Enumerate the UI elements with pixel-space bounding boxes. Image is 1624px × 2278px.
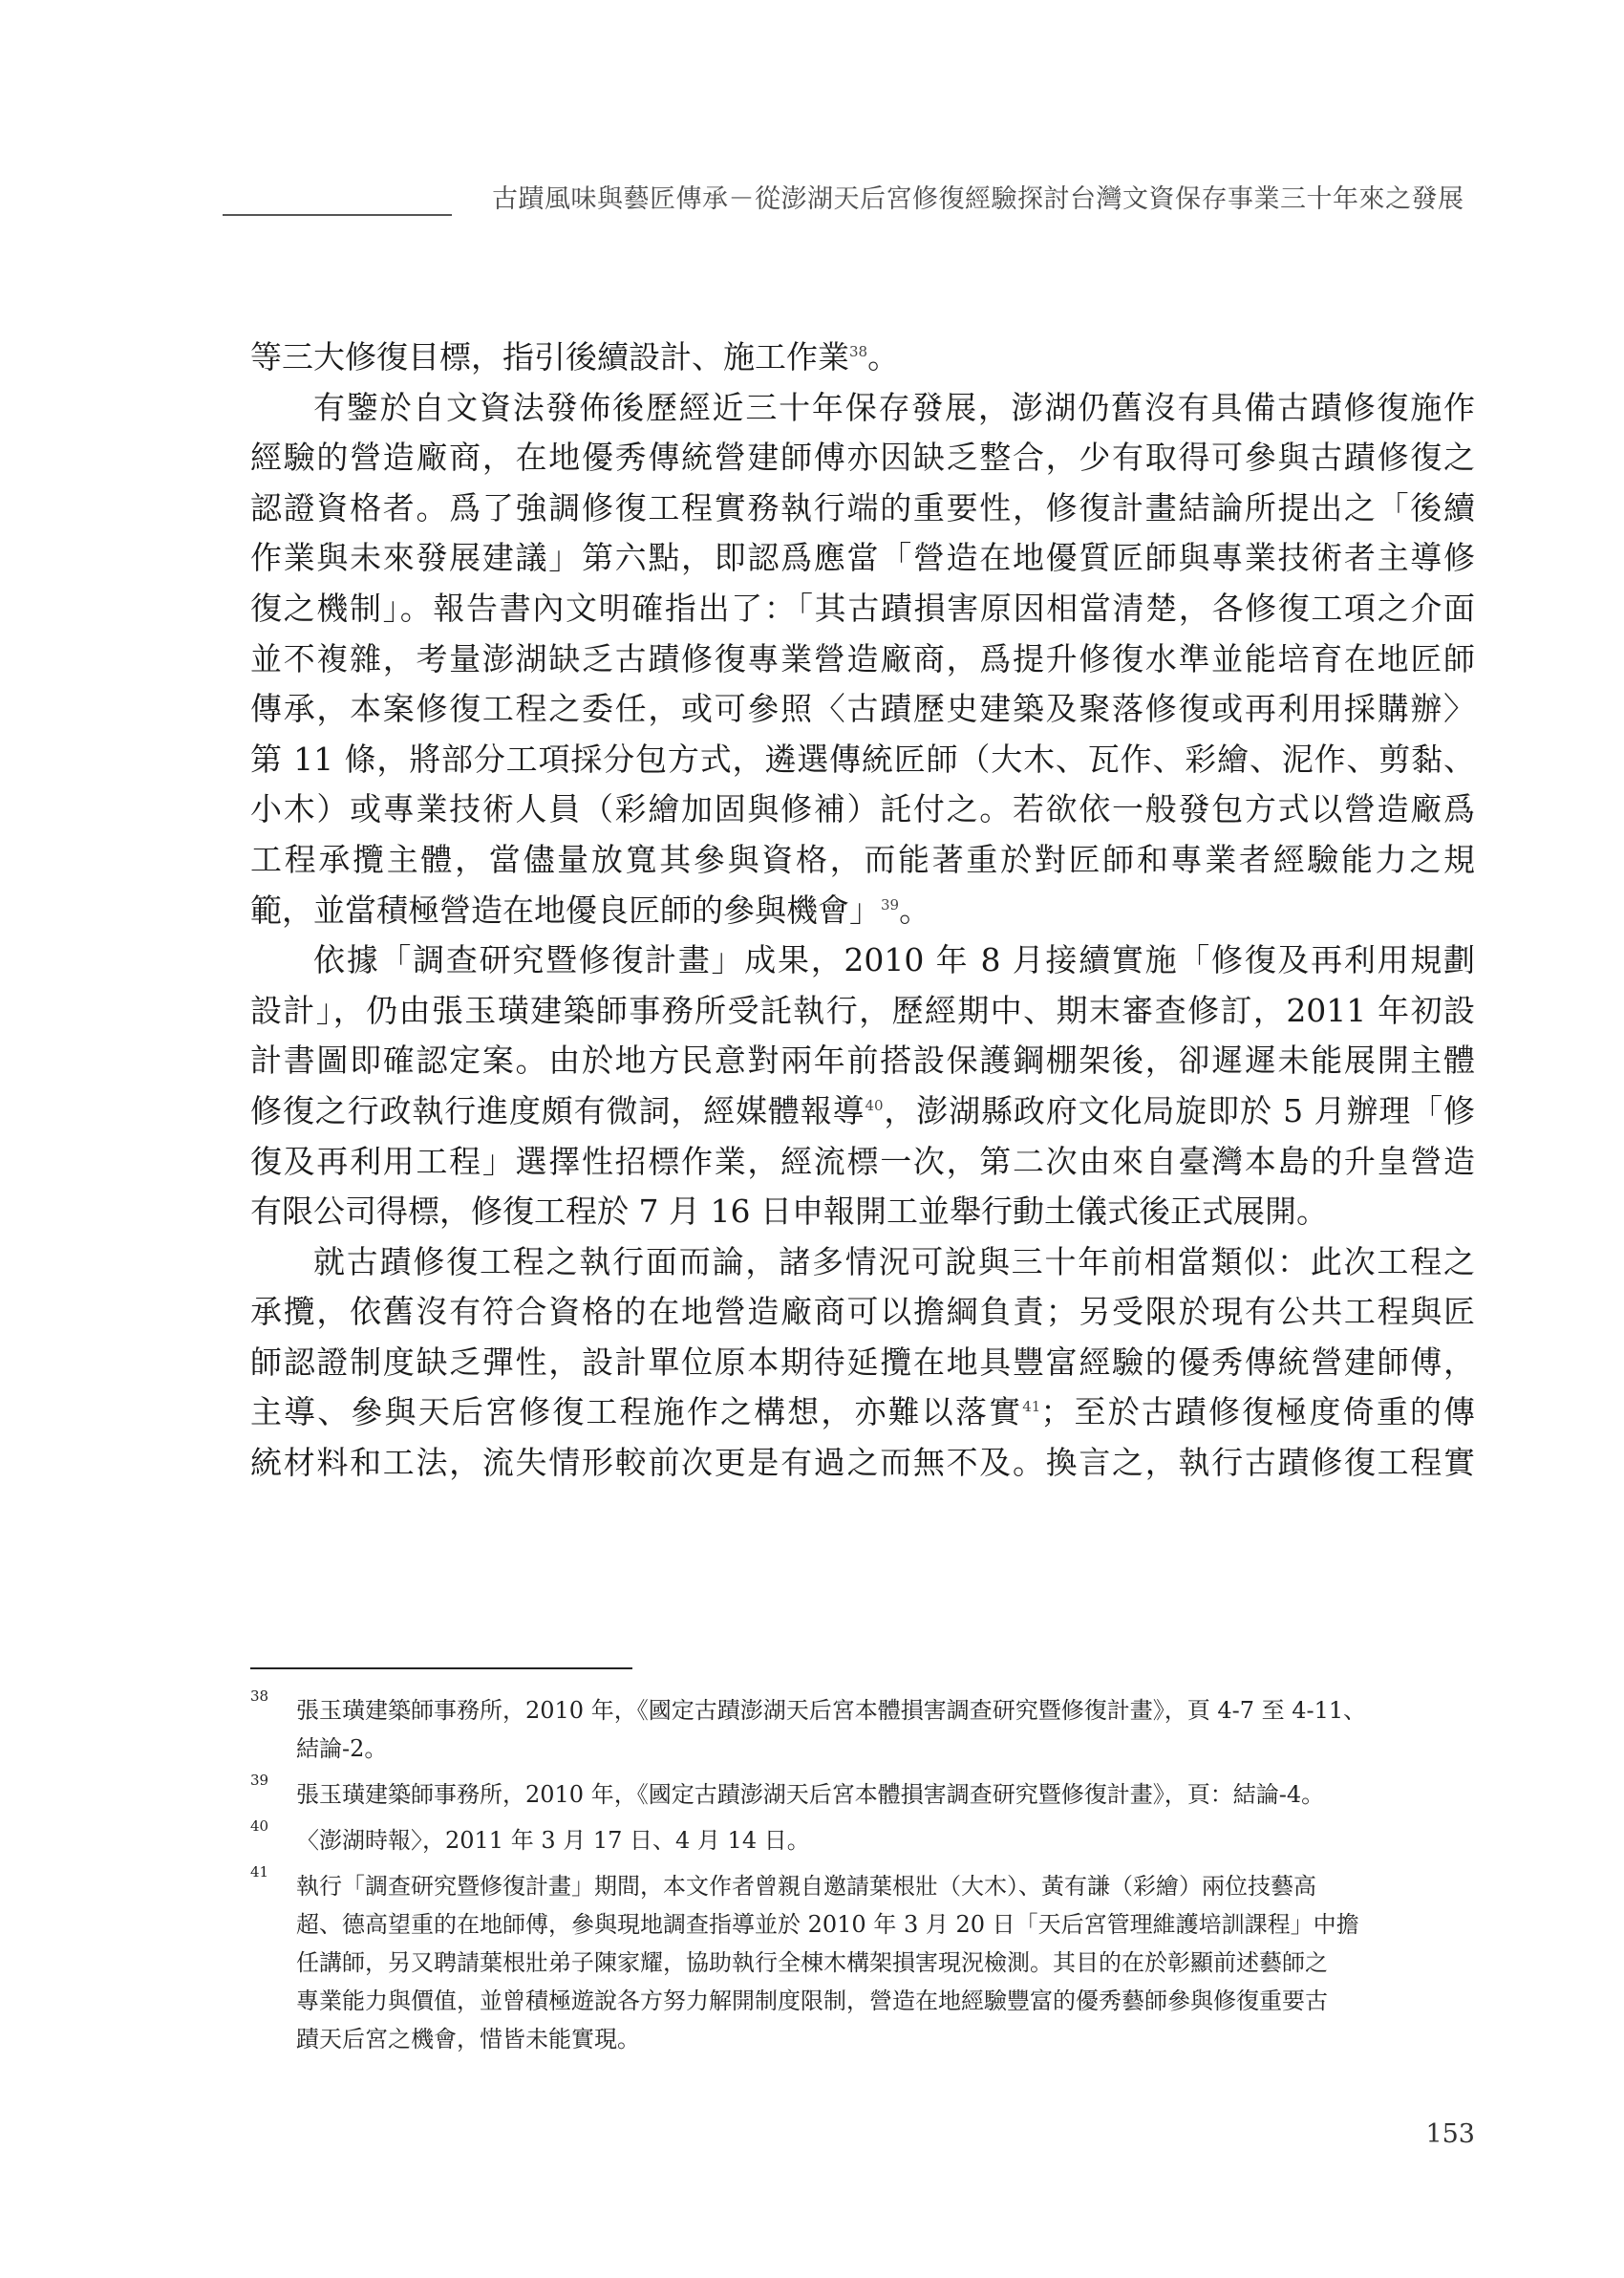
footnote-ref[interactable]: 41	[1022, 1398, 1041, 1416]
footnote-39	[250, 1772, 1475, 1814]
footnote-38	[250, 1687, 1475, 1768]
body-line: 主導、參與天后宮修復工程施作之構想，亦難以落實$^{41}$；至於古蹟修復極度倚重的傳	[250, 1393, 1476, 1431]
body-line: 依據「調查研究暨修復計畫」成果，2010 年 8 月接續實施「修復及再利用規劃	[313, 941, 1475, 979]
body-line: 設計」，仍由張玉璜建築師事務所受託執行，歷經期中、期末審查修訂，2011 年初設	[250, 991, 1475, 1029]
body-line: 承攬，依舊沒有符合資格的在地營造廠商可以擔綱負責；另受限於現有公共工程與匠	[250, 1293, 1475, 1331]
body-line: 經驗的營造廠商，在地優秀傳統營建師傅亦因缺乏整合，少有取得可參與古蹟修復之	[250, 439, 1475, 477]
footnote-41	[250, 1863, 1475, 2058]
footnote-rule	[250, 1667, 632, 1669]
body-line: 範，並當積極營造在地優良匠師的參與機會」$^{39}$。	[250, 891, 931, 929]
body-line: 修復之行政執行進度頗有微詞，經媒體報導$^{40}$，澎湖縣政府文化局旋即於 5 月辦理「修	[250, 1091, 1475, 1129]
body-line: 計書圖即確認定案。由於地方民意對兩年前搭設保護鋼棚架後，卻遲遲未能展開主體	[250, 1042, 1475, 1080]
footnote-line: 任講師，另又聘請葉根壯弟子陳家耀，協助執行全棟木構架損害現況檢測。其目的在於彰顯前述藝師之	[296, 1949, 1328, 1976]
body-line: 有鑒於自文資法發佈後歷經近三十年保存發展，澎湖仍舊沒有具備古蹟修復施作	[313, 388, 1475, 426]
body-line: 統材料和工法，流失情形較前次更是有過之而無不及。換言之，執行古蹟修復工程實	[250, 1444, 1475, 1482]
footnote-line: 〈澎湖時報〉，2011 年 3 月 17 日、4 月 14 日。	[296, 1827, 810, 1854]
footnote-line: 超、德高望重的在地師傅，參與現地調查指導並於 2010 年 3 月 20 日「天后宮管理維護培訓課程」中擔	[296, 1911, 1359, 1938]
body-line: 並不複雜，考量澎湖缺乏古蹟修復專業營造廠商，爲提升修復水準並能培育在地匠師	[250, 639, 1475, 677]
footnote-number: 41	[250, 1863, 269, 1880]
footnote-line: 結論-2。	[296, 1735, 388, 1762]
footnote-ref[interactable]: 40	[865, 1096, 884, 1114]
body-line: 復之機制」。報告書內文明確指出了：「其古蹟損害原因相當清楚，各修復工項之介面	[250, 589, 1475, 627]
footnote-40	[250, 1817, 1475, 1859]
footnote-number: 40	[250, 1817, 269, 1835]
footnotes	[250, 1687, 1475, 2066]
body-line: 傳承，本案修復工程之委任，或可參照〈古蹟歷史建築及聚落修復或再利用採購辦〉	[250, 690, 1475, 728]
footnote-number: 39	[250, 1772, 269, 1789]
page-number: 153	[1425, 2119, 1475, 2149]
footnote-line: 張玉璜建築師事務所，2010 年，《國定古蹟澎湖天后宮本體損害調查研究暨修復計畫》，頁：結論-4。	[296, 1781, 1325, 1808]
body-line: 第 11 條，將部分工項採分包方式，遴選傳統匠師（大木、瓦作、彩繪、泥作、剪黏、	[250, 740, 1475, 778]
body-line: 師認證制度缺乏彈性，設計單位原本期待延攬在地具豐富經驗的優秀傳統營建師傅，	[250, 1343, 1475, 1381]
body-line: 有限公司得標，修復工程於 7 月 16 日申報開工並舉行動土儀式後正式展開。	[250, 1193, 1328, 1231]
body-text	[250, 333, 1475, 1489]
footnote-ref[interactable]: 39	[881, 895, 900, 913]
body-line: 小木）或專業技術人員（彩繪加固與修補）託付之。若欲依一般發包方式以營造廠爲	[250, 790, 1475, 828]
footnote-line: 蹟天后宮之機會，惜皆未能實現。	[296, 2026, 640, 2052]
body-line: 等三大修復目標，指引後續設計、施工作業$^{38}$。	[250, 338, 900, 376]
body-line: 認證資格者。爲了強調修復工程實務執行端的重要性，修復計畫結論所提出之「後續	[250, 488, 1475, 527]
footnote-line: 專業能力與價值，並曾積極遊說各方努力解開制度限制，營造在地經驗豐富的優秀藝師參與修復重要古	[296, 1988, 1328, 2014]
body-line: 作業與未來發展建議」第六點，即認爲應當「營造在地優質匠師與專業技術者主導修	[250, 539, 1475, 577]
body-line: 工程承攬主體，當儘量放寬其參與資格，而能著重於對匠師和專業者經驗能力之規	[250, 840, 1475, 878]
running-title: 古蹟風味與藝匠傳承－從澎湖天后宮修復經驗探討台灣文資保存事業三十年來之發展	[492, 184, 1464, 214]
body-line: 就古蹟修復工程之執行面而論，諸多情況可說與三十年前相當類似：此次工程之	[313, 1242, 1475, 1280]
body-line: 復及再利用工程」選擇性招標作業，經流標一次，第二次由來自臺灣本島的升皇營造	[250, 1142, 1475, 1180]
footnote-ref[interactable]: 38	[849, 343, 868, 360]
footnote-line: 執行「調查研究暨修復計畫」期間，本文作者曾親自邀請葉根壯（大木）、黃有謙（彩繪）兩位技藝高	[296, 1873, 1316, 1900]
footnote-line: 張玉璜建築師事務所，2010 年，《國定古蹟澎湖天后宮本體損害調查研究暨修復計畫》，頁 4-7 至 4-11、	[296, 1697, 1367, 1724]
header-rule	[223, 214, 452, 216]
footnote-number: 38	[250, 1687, 269, 1705]
